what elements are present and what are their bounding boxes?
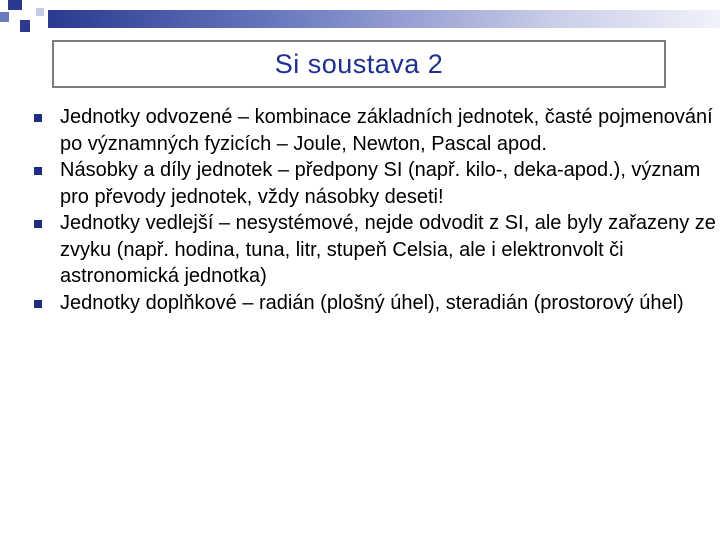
bullet-text: Jednotky doplňkové – radián (plošný úhel), steradián (prostorový úhel)	[60, 291, 684, 314]
decorative-square	[36, 8, 44, 16]
square-bullet-icon	[34, 220, 42, 228]
bullet-item	[32, 104, 716, 157]
decorative-square	[0, 12, 9, 22]
title-frame	[52, 40, 666, 88]
bullet-list	[32, 104, 716, 316]
bullet-text: Násobky a díly jednotek – předpony SI (např. kilo-, deka-apod.), význam pro převody jednotek, vždy násobky deseti!	[60, 159, 701, 208]
header-gradient-bar	[48, 10, 720, 28]
decorative-square	[8, 0, 22, 10]
bullet-item	[32, 157, 716, 210]
square-bullet-icon	[34, 114, 42, 122]
decorative-square	[20, 20, 30, 32]
bullet-item	[32, 290, 716, 317]
square-bullet-icon	[34, 300, 42, 308]
square-bullet-icon	[34, 167, 42, 175]
bullet-item	[32, 210, 716, 290]
bullet-text: Jednotky odvozené – kombinace základních jednotek, časté pojmenování po významných fyzicích – Joule, Newton, Pascal apod.	[60, 106, 713, 155]
bullet-text: Jednotky vedlejší – nesystémové, nejde odvodit z SI, ale byly zařazeny ze zvyku (např. hodina, tuna, litr, stupeň Celsia, ale i elektronvolt či astronomická jednotka)	[60, 212, 716, 287]
slide-title: Si soustava 2	[274, 48, 444, 79]
